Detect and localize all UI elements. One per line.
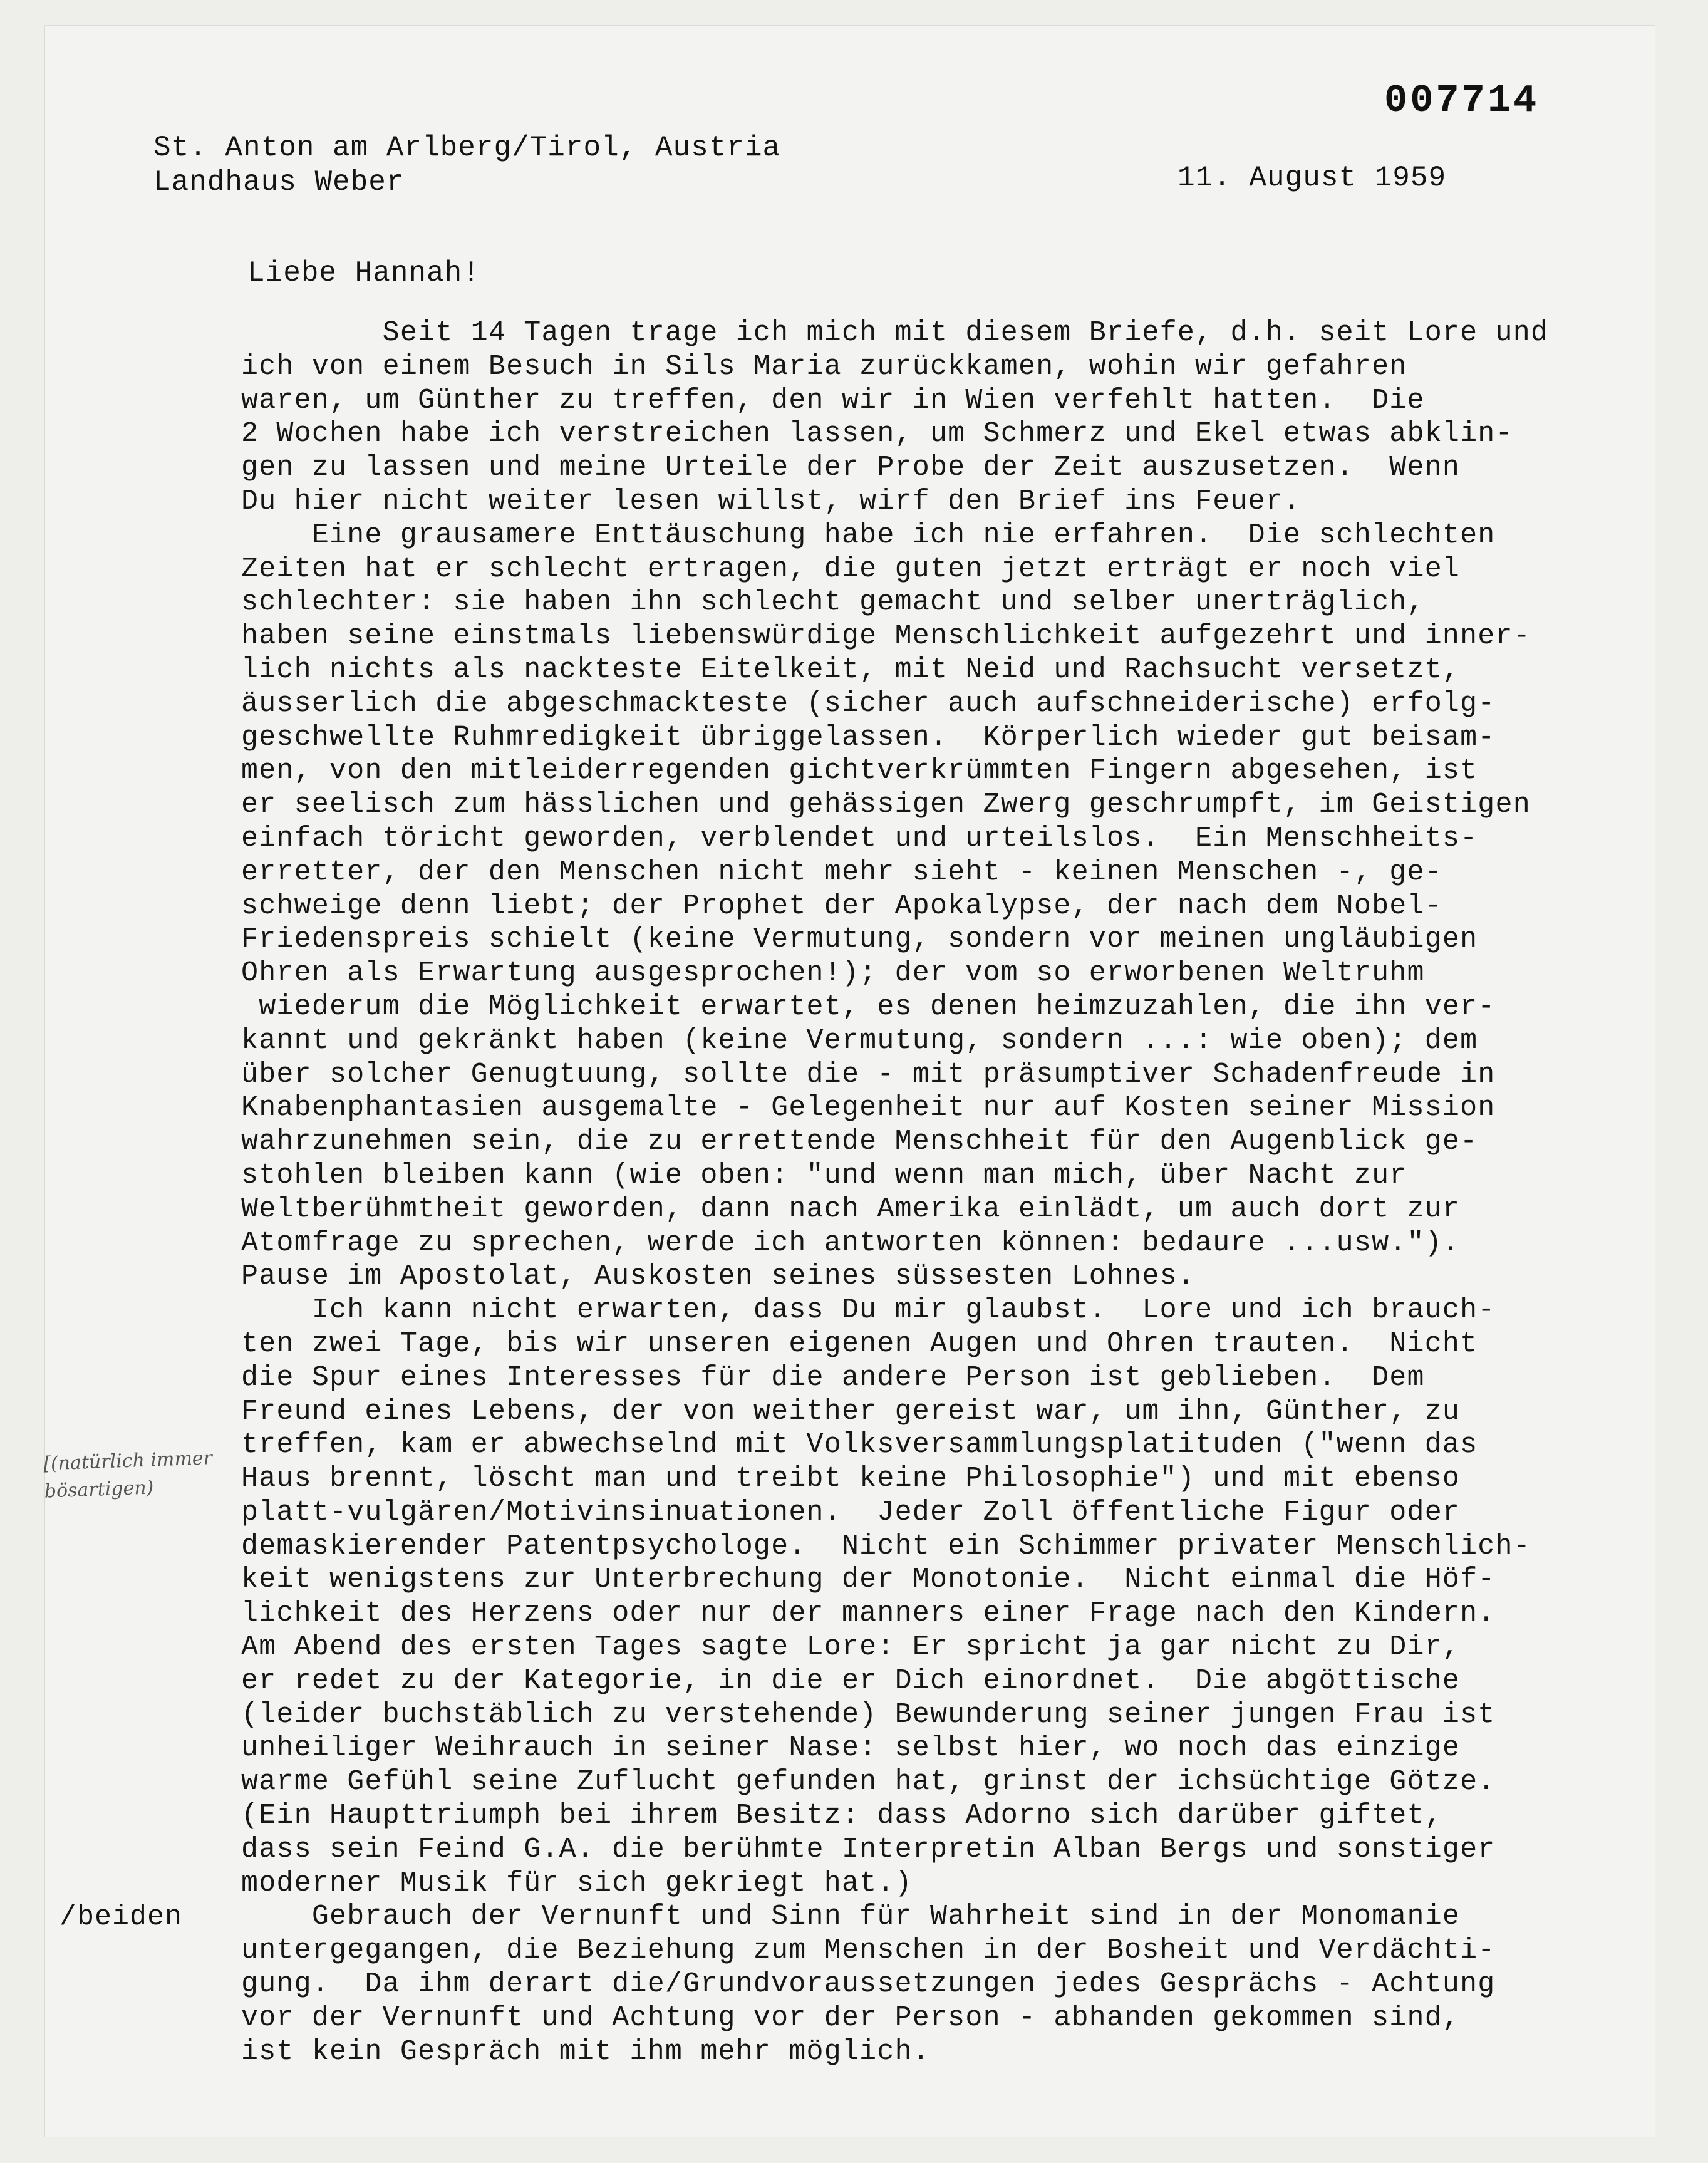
letter-line: erretter, der den Menschen nicht mehr sieht - keinen Menschen -, ge- — [241, 856, 1442, 888]
letter-line: Gebrauch der Vernunft und Sinn für Wahrheit sind in der Monomanie — [241, 1901, 1461, 1933]
letter-line: gen zu lassen und meine Urteile der Probe der Zeit auszusetzen. Wenn — [241, 452, 1461, 484]
letter-line: über solcher Genugtuung, sollte die - mit präsumptiver Schadenfreude in — [241, 1058, 1496, 1091]
letter-line: vor der Vernunft und Achtung vor der Person - abhanden gekommen sind, — [241, 2001, 1461, 2034]
salutation: Liebe Hannah! — [247, 257, 480, 289]
letter-line: 2 Wochen habe ich verstreichen lassen, um Schmerz und Ekel etwas abklin- — [241, 418, 1513, 450]
sender-address-line1: St. Anton am Arlberg/Tirol, Austria — [153, 132, 781, 164]
letter-line: Weltberühmtheit geworden, dann nach Amerika einlädt, um auch dort zur — [241, 1193, 1461, 1225]
letter-line: men, von den mitleiderregenden gichtverkrümmten Fingern abgesehen, ist — [241, 755, 1478, 787]
letter-line: er redet zu der Kategorie, in die er Dich einordnet. Die abgöttische — [241, 1664, 1461, 1697]
letter-line: die Spur eines Interesses für die andere Person ist geblieben. Dem — [241, 1361, 1425, 1394]
letter-line: (leider buchstäblich zu verstehende) Bewunderung seiner jungen Frau ist — [241, 1698, 1496, 1731]
letter-line: äusserlich die abgeschmackteste (sicher auch aufschneiderische) erfolg- — [241, 687, 1496, 720]
letter-line: dass sein Feind G.A. die berühmte Interpretin Alban Bergs und sonstiger — [241, 1833, 1496, 1865]
letter-line: wiederum die Möglichkeit erwartet, es denen heimzuzahlen, die ihn ver- — [241, 990, 1496, 1023]
letter-line: Pause im Apostolat, Auskosten seines süssesten Lohnes. — [241, 1260, 1196, 1293]
letter-line: gung. Da ihm derart die/Grundvoraussetzungen jedes Gesprächs - Achtung — [241, 1968, 1496, 2001]
letter-line: Freund eines Lebens, der von weither gereist war, um ihn, Günther, zu — [241, 1395, 1461, 1428]
margin-handwritten-note: [(natürlich immer bösartigen) — [43, 1447, 213, 1503]
letter-line: moderner Musik für sich gekriegt hat.) — [241, 1867, 913, 1899]
letter-date: 11. August 1959 — [1177, 162, 1447, 194]
letter-line: stohlen bleiben kann (wie oben: "und wenn man mich, über Nacht zur — [241, 1159, 1407, 1191]
letter-line: ten zwei Tage, bis wir unseren eigenen Augen und Ohren trauten. Nicht — [241, 1327, 1478, 1360]
letter-line: einfach töricht geworden, verblendet und urteilslos. Ein Menschheits- — [241, 822, 1478, 854]
letter-line: Eine grausamere Enttäuschung habe ich nie erfahren. Die schlechten — [241, 519, 1496, 551]
letter-line: ich von einem Besuch in Sils Maria zurückkamen, wohin wir gefahren — [241, 350, 1407, 383]
letter-line: untergegangen, die Beziehung zum Menschen in der Bosheit und Verdächti- — [241, 1934, 1496, 1967]
letter-line: geschwellte Ruhmredigkeit übriggelassen. Körperlich wieder gut beisam- — [241, 721, 1496, 754]
letter-body — [241, 316, 1657, 2068]
letter-line: er seelisch zum hässlichen und gehässigen Zwerg geschrumpft, im Geistigen — [241, 789, 1531, 821]
letter-line: demaskierender Patentpsychologe. Nicht ein Schimmer privater Menschlich- — [241, 1530, 1531, 1562]
letter-line: warme Gefühl seine Zuflucht gefunden hat, grinst der ichsüchtige Götze. — [241, 1766, 1496, 1798]
letter-line: schlechter: sie haben ihn schlecht gemacht und selber unerträglich, — [241, 586, 1425, 619]
sender-address-line2: Landhaus Weber — [153, 166, 405, 199]
letter-line: (Ein Haupttriumph bei ihrem Besitz: dass Adorno sich darüber giftet, — [241, 1800, 1442, 1832]
document-number: 007714 — [1384, 78, 1540, 123]
letter-line: lich nichts als nackteste Eitelkeit, mit Neid und Rachsucht versetzt, — [241, 653, 1461, 686]
letter-line: Zeiten hat er schlecht ertragen, die guten jetzt erträgt er noch viel — [241, 552, 1461, 585]
letter-line: wahrzunehmen sein, die zu errettende Menschheit für den Augenblick ge- — [241, 1126, 1478, 1158]
letter-line: Haus brennt, löscht man und treibt keine Philosophie") und mit ebenso — [241, 1463, 1461, 1495]
letter-line: Knabenphantasien ausgemalte - Gelegenheit nur auf Kosten seiner Mission — [241, 1092, 1496, 1124]
letter-line: kannt und gekränkt haben (keine Vermutung, sondern ...: wie oben); dem — [241, 1024, 1478, 1057]
letter-line: platt-vulgären/Motivinsinuationen. Jeder Zoll öffentliche Figur oder — [241, 1496, 1461, 1528]
letter-line: lichkeit des Herzens oder nur der manners einer Frage nach den Kindern. — [241, 1597, 1496, 1630]
letter-line: Ohren als Erwartung ausgesprochen!); der vom so erworbenen Weltruhm — [241, 957, 1425, 990]
letter-line: unheiliger Weihrauch in seiner Nase: selbst hier, wo noch das einzige — [241, 1732, 1461, 1765]
letter-line: Atomfrage zu sprechen, werde ich antworten können: bedaure ...usw."). — [241, 1227, 1461, 1259]
letter-line: waren, um Günther zu treffen, den wir in Wien verfehlt hatten. Die — [241, 384, 1425, 417]
letter-line: Seit 14 Tagen trage ich mich mit diesem Briefe, d.h. seit Lore und — [241, 317, 1549, 349]
letter-line: treffen, kam er abwechselnd mit Volksversammlungsplatituden ("wenn das — [241, 1429, 1478, 1461]
letter-line: Am Abend des ersten Tages sagte Lore: Er spricht ja gar nicht zu Dir, — [241, 1631, 1461, 1664]
letter-line: Ich kann nicht erwarten, dass Du mir glaubst. Lore und ich brauch- — [241, 1294, 1496, 1327]
letter-line: keit wenigstens zur Unterbrechung der Monotonie. Nicht einmal die Höf- — [241, 1564, 1496, 1596]
letter-line: schweige denn liebt; der Prophet der Apokalypse, der nach dem Nobel- — [241, 890, 1442, 922]
margin-typed-note: /beiden — [60, 1901, 183, 1933]
letter-line: Du hier nicht weiter lesen willst, wirf den Brief ins Feuer. — [241, 485, 1302, 517]
letter-line: haben seine einstmals liebenswürdige Menschlichkeit aufgezehrt und inner- — [241, 620, 1531, 653]
letter-line: Friedenspreis schielt (keine Vermutung, sondern vor meinen ungläubigen — [241, 923, 1478, 956]
letter-line: ist kein Gespräch mit ihm mehr möglich. — [241, 2035, 930, 2068]
